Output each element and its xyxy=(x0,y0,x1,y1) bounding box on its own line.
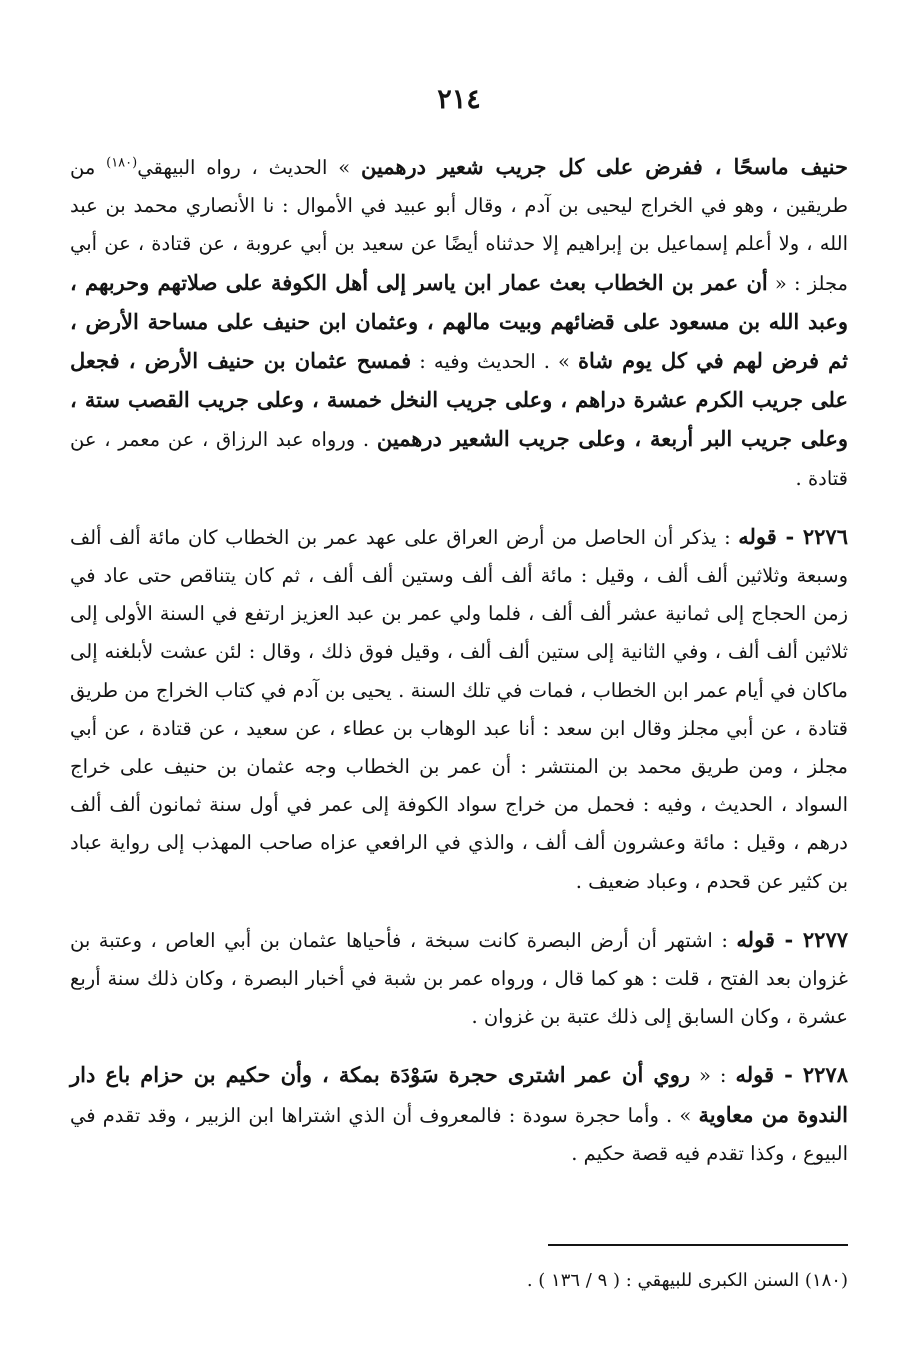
page-number: ٢١٤ xyxy=(437,84,481,115)
entry-number: ٢٢٧٦ - قوله xyxy=(738,523,848,549)
footnote: (١٨٠) السنن الكبرى للبيهقي : ( ٩ / ١٣٦ ) . xyxy=(526,1270,848,1291)
quote-text: أن عمر بن الخطاب بعث عمار ابن ياسر إلى أهل الكوفة على صلاتهم وحربهم ، وعبد الله بن مسعود على قضائهم وبيت مالهم ، وعثمان ابن حنيف على مساحة الأرض ، ثم فرض لهم في كل يوم شاة xyxy=(70,269,848,374)
body-text: . ورواه عبد الرزاق ، عن معمر ، عن قتادة . xyxy=(70,428,848,490)
quote-text: روي أن عمر اشترى حجرة سَوْدَة بمكة ، وأن حكيم بن حزام باع دار الندوة من معاوية xyxy=(70,1062,848,1127)
entry-number: ٢٢٧٨ - قوله xyxy=(735,1062,848,1088)
body-text: » . الحديث وفيه : xyxy=(411,350,579,374)
body-text: من طريقين ، وهو في الخراج ليحيى بن آدم ، وقال أبو عبيد في الأموال : نا الأنصاري محمد بن عبد الله ، ولا أعلم إسماعيل بن إبراهيم إلا حدثناه أيضًا عن سعيد بن أبي عروبة ، عن قتادة ، عن أبي مجلز : « xyxy=(70,156,849,295)
entry-number: ٢٢٧٧ - قوله xyxy=(736,926,849,952)
book-page xyxy=(70,78,849,1291)
quote-text: حنيف ماسحًا ، ففرض على كل جريب شعير درهمين xyxy=(360,154,848,179)
body-text: » الحديث ، رواه البيهقي xyxy=(137,156,361,179)
paragraph-2276 xyxy=(70,518,848,901)
body-text: » . وأما حجرة سودة : فالمعروف أن الذي اشتراها ابن الزبير ، وقد تقدم في البيوع ، وكذا تقدم فيه قصة حكيم . xyxy=(70,1103,848,1165)
body-text: : يذكر أن الحاصل من أرض العراق على عهد عمر بن الخطاب كان مائة ألف ألف وسبعة وثلاثين ألف ألف ، وقيل : مائة ألف ألف وستين ألف ألف ، ثم كان يتناقص حتى عاد في زمن الحجاج إلى ثمانية عشر ألف ألف ، فلما ولي عمر بن عبد العزيز ارتفع في السنة الأولى إلى ثلاثين ألف ألف ، وفي الثانية إلى ستين ألف ألف ، وقيل فوق ذلك ، وقال : لئن عشت لأبلغنه إلى ماكان في أيام عمر ابن الخطاب ، فمات في تلك السنة . يحيى بن آدم في كتاب الخراج من طريق قتادة ، عن أبي مجلز وقال ابن سعد : أنا عبد الوهاب بن عطاء ، عن سعيد ، عن قتادة ، عن أبي مجلز ، ومن طريق محمد بن المنتشر : أن عمر بن الخطاب وجه عثمان بن حنيف على خراج السواد ، الحديث ، وفيه : فحمل من خراج سواد الكوفة إلى عمر في أول سنة ثمانون ألف ألف درهم ، وقيل : مائة وعشرون ألف ألف ، والذي في الرافعي عزاه صاحب المهذب إلى رواية عباد بن كثير عن قحدم ، وعباد ضعيف . xyxy=(70,525,848,893)
footnote-ref[interactable]: (١٨٠) xyxy=(106,155,138,171)
quote-text: فمسح عثمان بن حنيف الأرض ، فجعل على جريب الكرم عشرة دراهم ، وعلى جريب النخل خمسة ، وعلى جريب القصب ستة ، وعلى جريب البر أربعة ، وعلى جريب الشعير درهمين xyxy=(70,348,848,452)
paragraph-continuation xyxy=(70,148,848,498)
body-text: : اشتهر أن أرض البصرة كانت سبخة ، فأحياها عثمان بن أبي العاص ، وعتبة بن غزوان بعد الفتح ، قلت : هو كما قال ، ورواه عمر بن شبة في أخبار البصرة ، وكان ذلك سنة أربع عشرة ، وكان السابق إلى ذلك عتبة بن غزوان . xyxy=(70,928,848,1029)
footnote-divider xyxy=(548,1244,848,1246)
paragraph-2278 xyxy=(70,1056,848,1173)
paragraph-2277 xyxy=(70,921,848,1037)
body-text: : « xyxy=(690,1064,736,1088)
